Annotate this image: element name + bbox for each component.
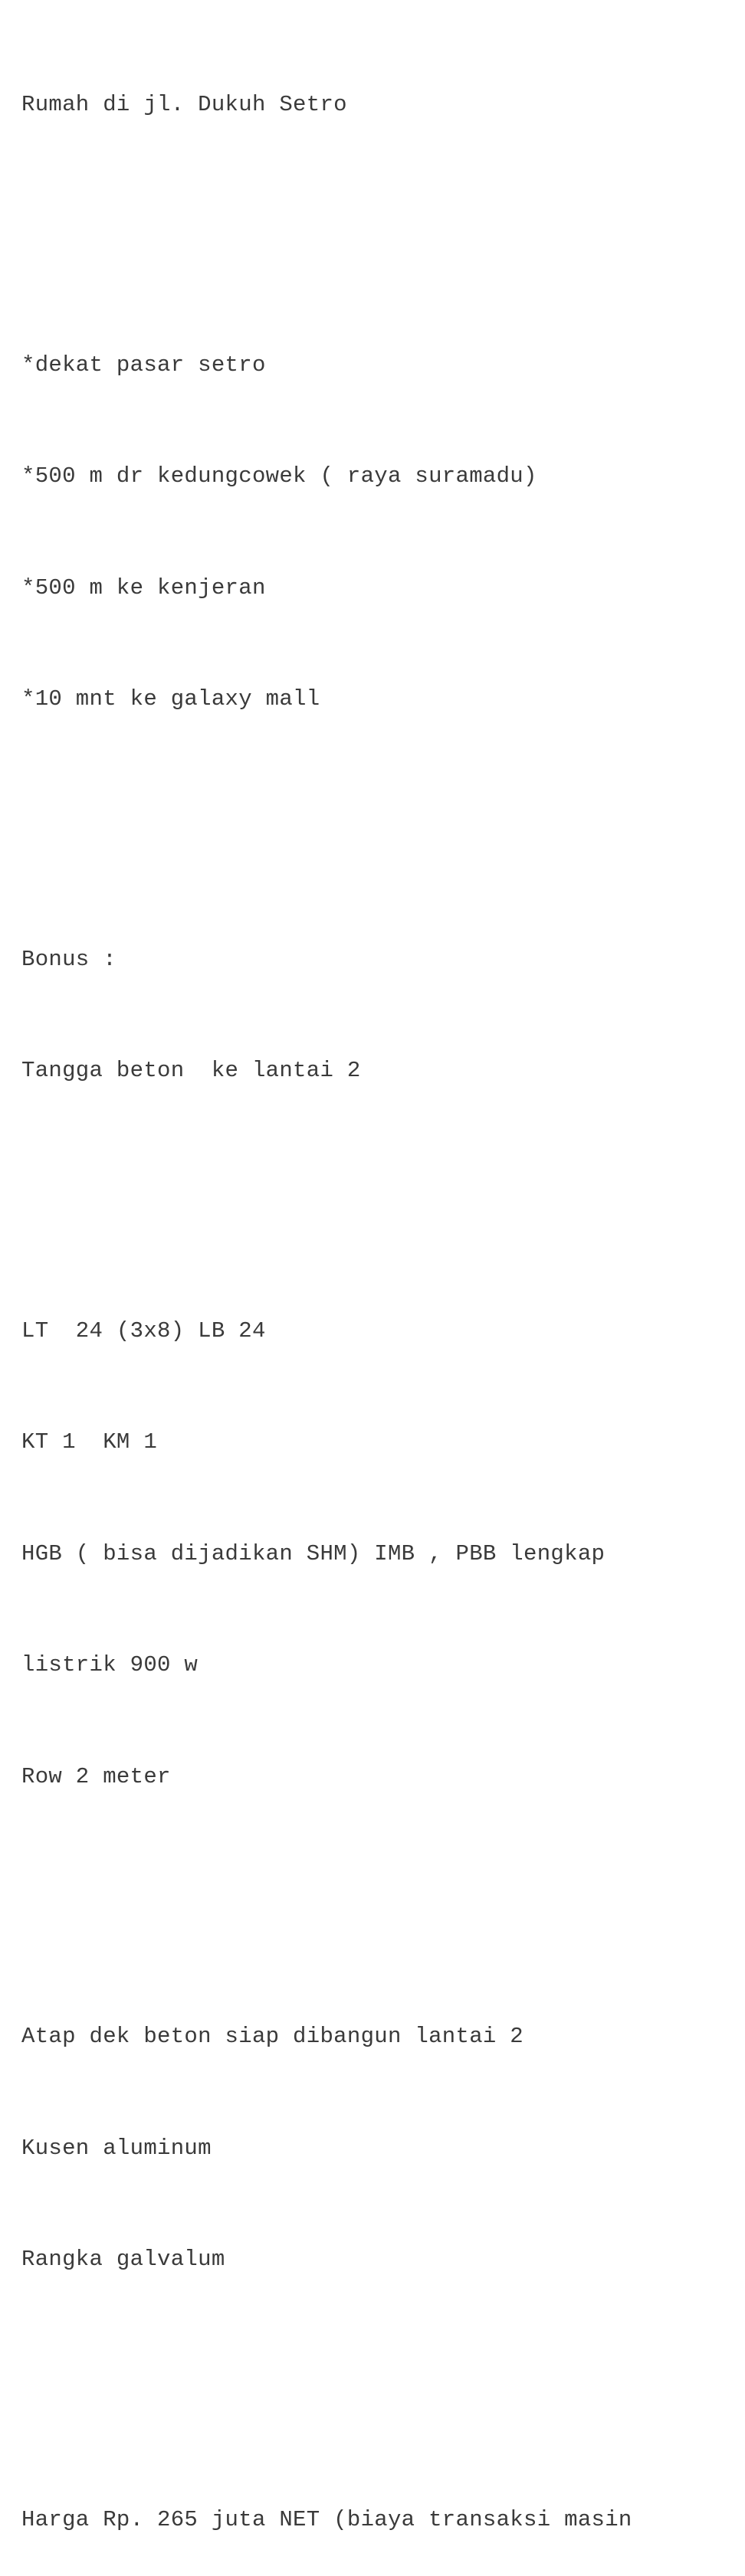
location-point: *500 m ke kenjeran xyxy=(21,574,266,601)
location-point: *500 m dr kedungcowek ( raya suramadu) xyxy=(21,463,537,489)
construction-line: Kusen aluminum xyxy=(21,2135,212,2161)
bonus-item: Tangga beton ke lantai 2 xyxy=(21,1058,361,1083)
blank-line xyxy=(21,1164,734,1202)
bonus-label: Bonus : xyxy=(21,946,117,972)
spec-line: LT 24 (3x8) LB 24 xyxy=(21,1317,266,1344)
blank-line xyxy=(21,2353,734,2391)
spec-line: listrik 900 w xyxy=(21,1652,199,1678)
spec-line: Row 2 meter xyxy=(21,1763,171,1789)
price-line: Harga Rp. 265 juta NET (biaya transaksi masin xyxy=(21,2506,632,2532)
blank-line xyxy=(21,1870,734,1907)
spec-line: HGB ( bisa dijadikan SHM) IMB , PBB lengkap xyxy=(21,1540,606,1566)
spec-line: KT 1 KM 1 xyxy=(21,1429,158,1455)
blank-line xyxy=(21,793,734,830)
blank-line xyxy=(21,198,734,236)
construction-line: Atap dek beton siap dibangun lantai 2 xyxy=(21,2024,524,2049)
location-point: *dekat pasar setro xyxy=(21,352,266,378)
construction-line: Rangka galvalum xyxy=(21,2247,225,2272)
listing-title: Rumah di jl. Dukuh Setro xyxy=(21,92,347,117)
location-point: *10 mnt ke galaxy mall xyxy=(21,686,320,712)
listing-text-document xyxy=(21,12,734,2576)
